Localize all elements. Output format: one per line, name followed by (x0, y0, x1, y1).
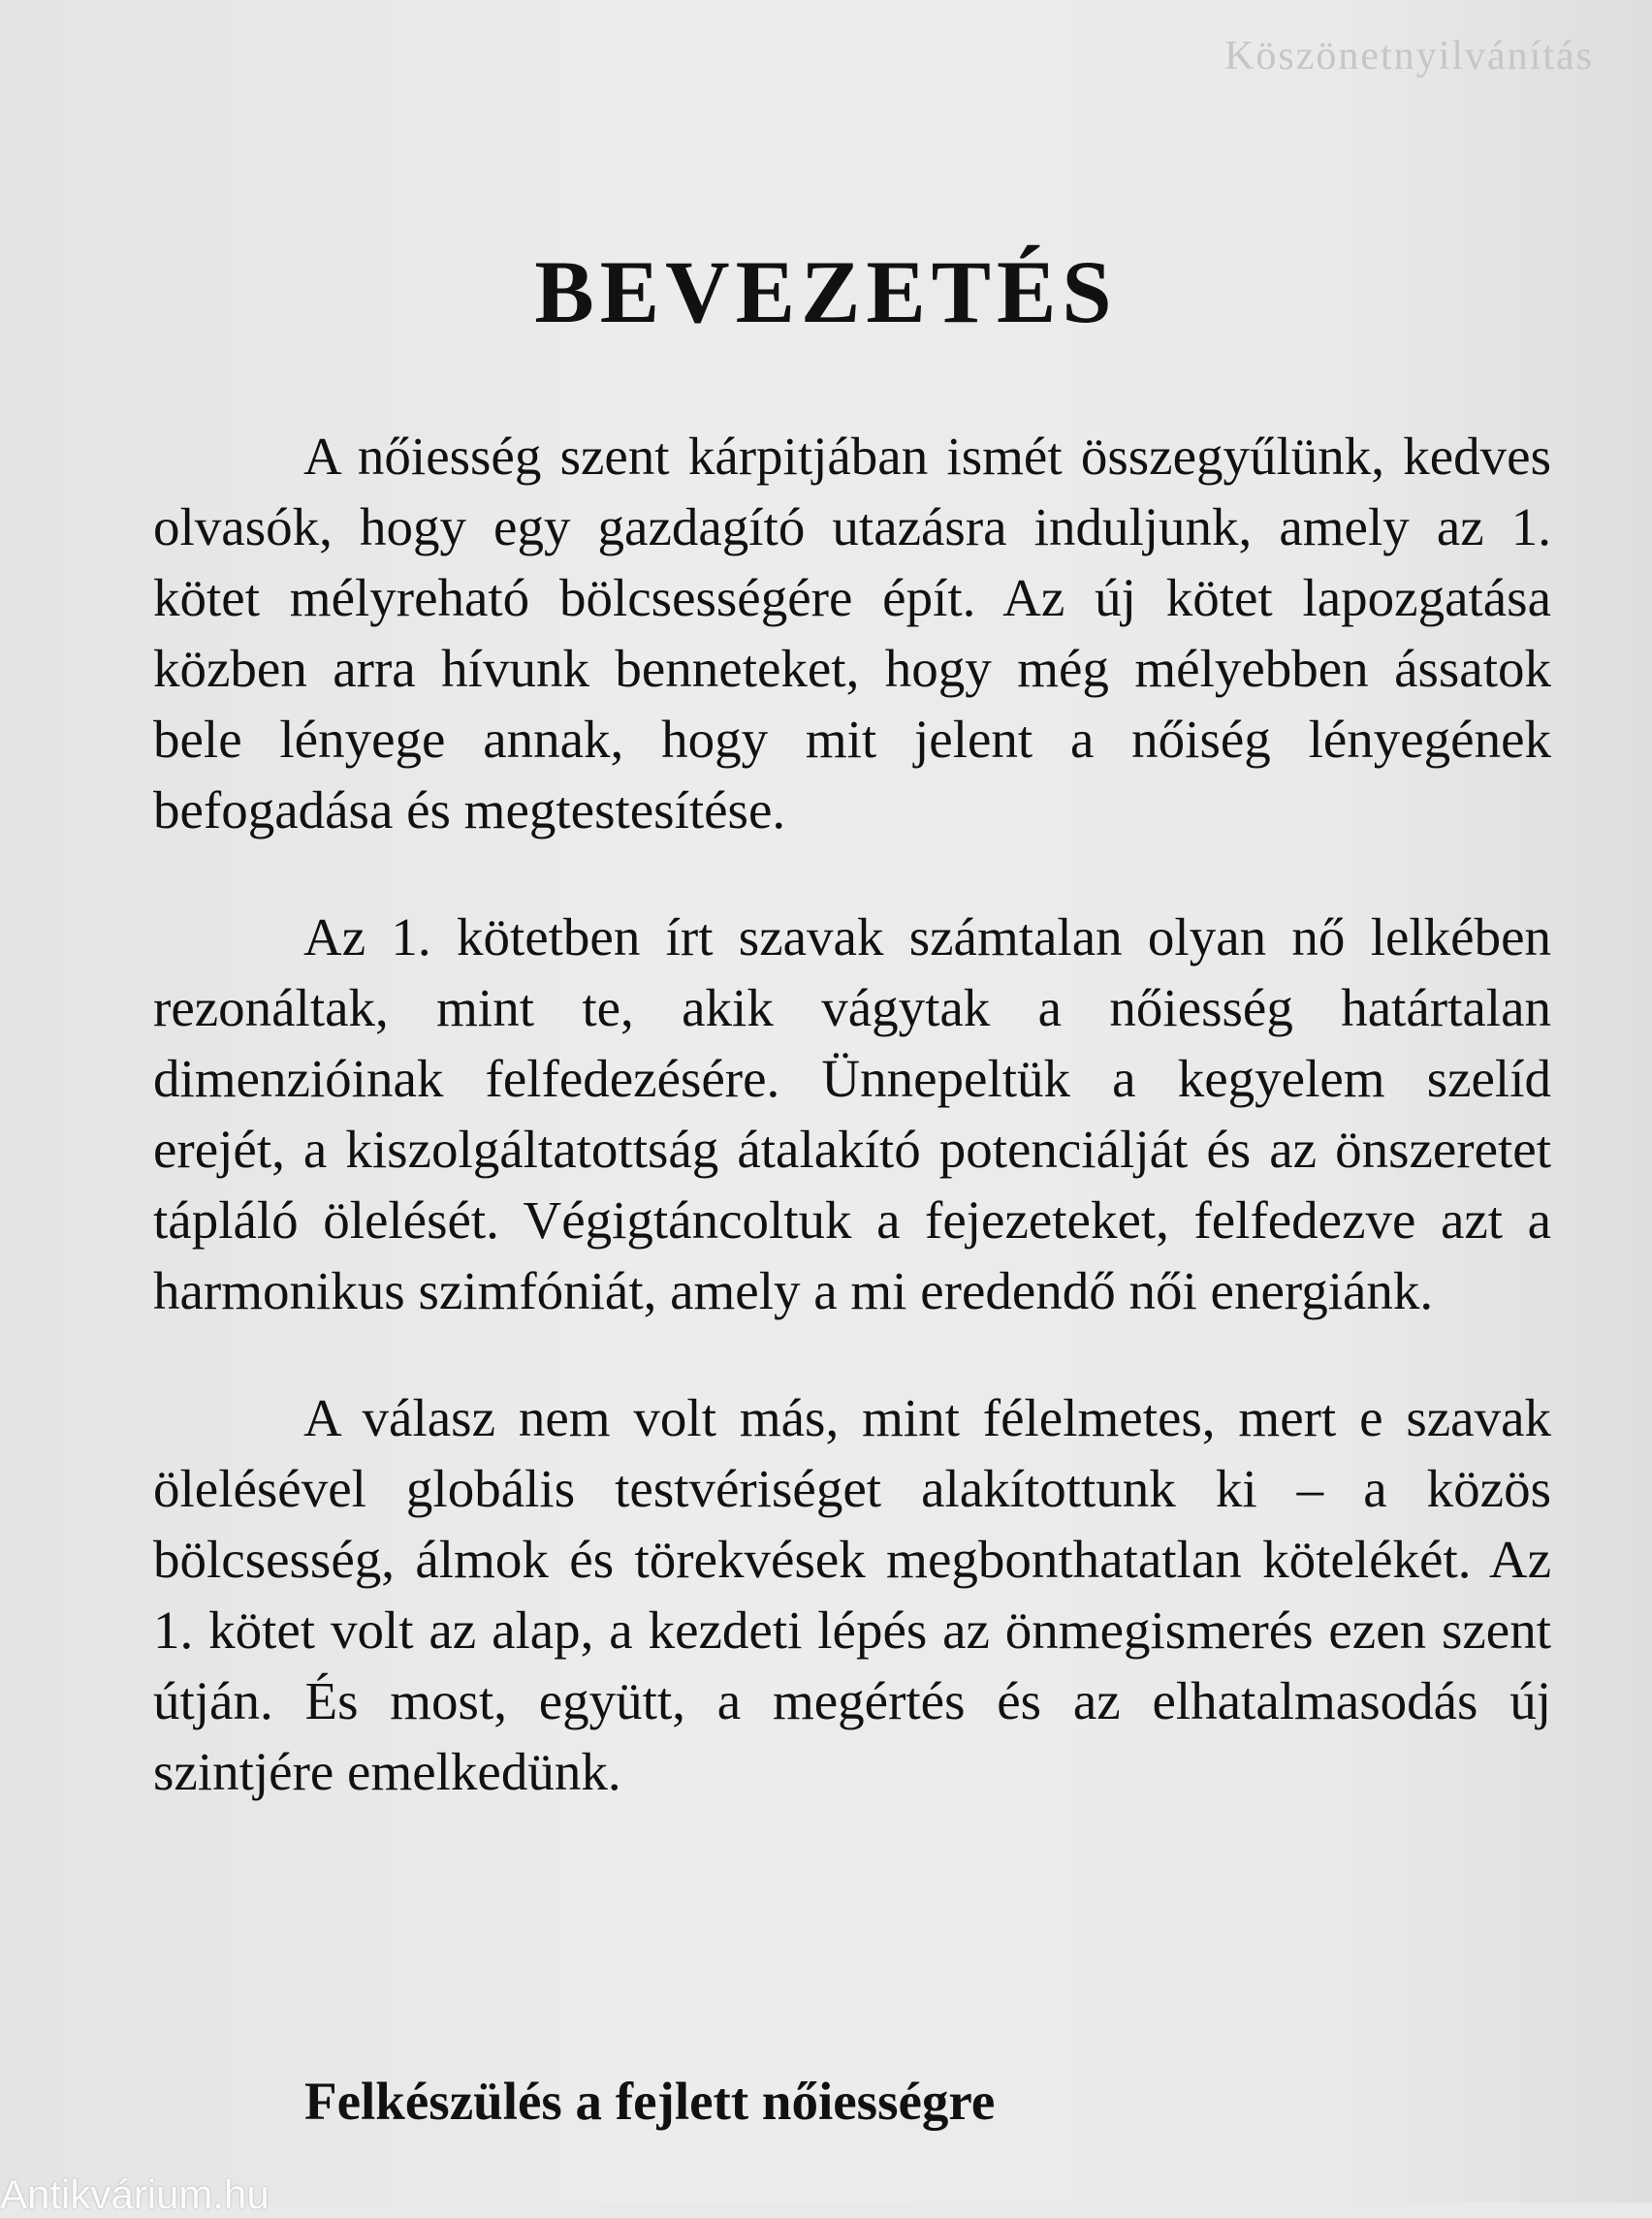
paragraph-1: A nőiesség szent kárpitjában ismét összegyűlünk, kedves olvasók, hogy egy gazdagító utazásra induljunk, amely az 1. kötet mélyreható bölcsességére épít. Az új kötet lapozgatása közben arra hívunk benneteket, hogy még mélyebben ássatok bele lényege annak, hogy mit jelent a nőiség lényegének befogadása és megtestesítése. (153, 427, 1551, 840)
page-title: BEVEZETÉS (534, 242, 1118, 341)
body-text (153, 421, 1551, 1863)
section-subheading: Felkészülés a fejlett nőiességre (304, 2072, 996, 2131)
paragraph-3: A válasz nem volt más, mint félelmetes, mert e szavak ölelésével globális testvériséget alakítottunk ki – a közös bölcsesség, álmok és törekvések megbonthatatlan kötelékét. Az 1. kötet volt az alap, a kezdeti lépés az önmegismerés ezen szent útján. És most, együtt, a megértés és az elhatalmasodás új szintjére emelkedünk. (153, 1388, 1551, 1801)
watermark: Antikvárium.hu (0, 2171, 270, 2217)
paragraph-2: Az 1. kötetben írt szavak számtalan olyan nő lelkében rezonáltak, mint te, akik vágytak a nőiesség határtalan dimenzióinak felfedezésére. Ünnepeltük a kegyelem szelíd erejét, a kiszolgáltatottság átalakító potenciálját és az önszeretet tápláló ölelését. Végigtáncoltuk a fejezeteket, felfedezve azt a harmonikus szimfóniát, amely a mi eredendő női energiánk. (153, 907, 1551, 1320)
bleed-through-header: Köszönetnyilvánítás (1224, 34, 1594, 79)
